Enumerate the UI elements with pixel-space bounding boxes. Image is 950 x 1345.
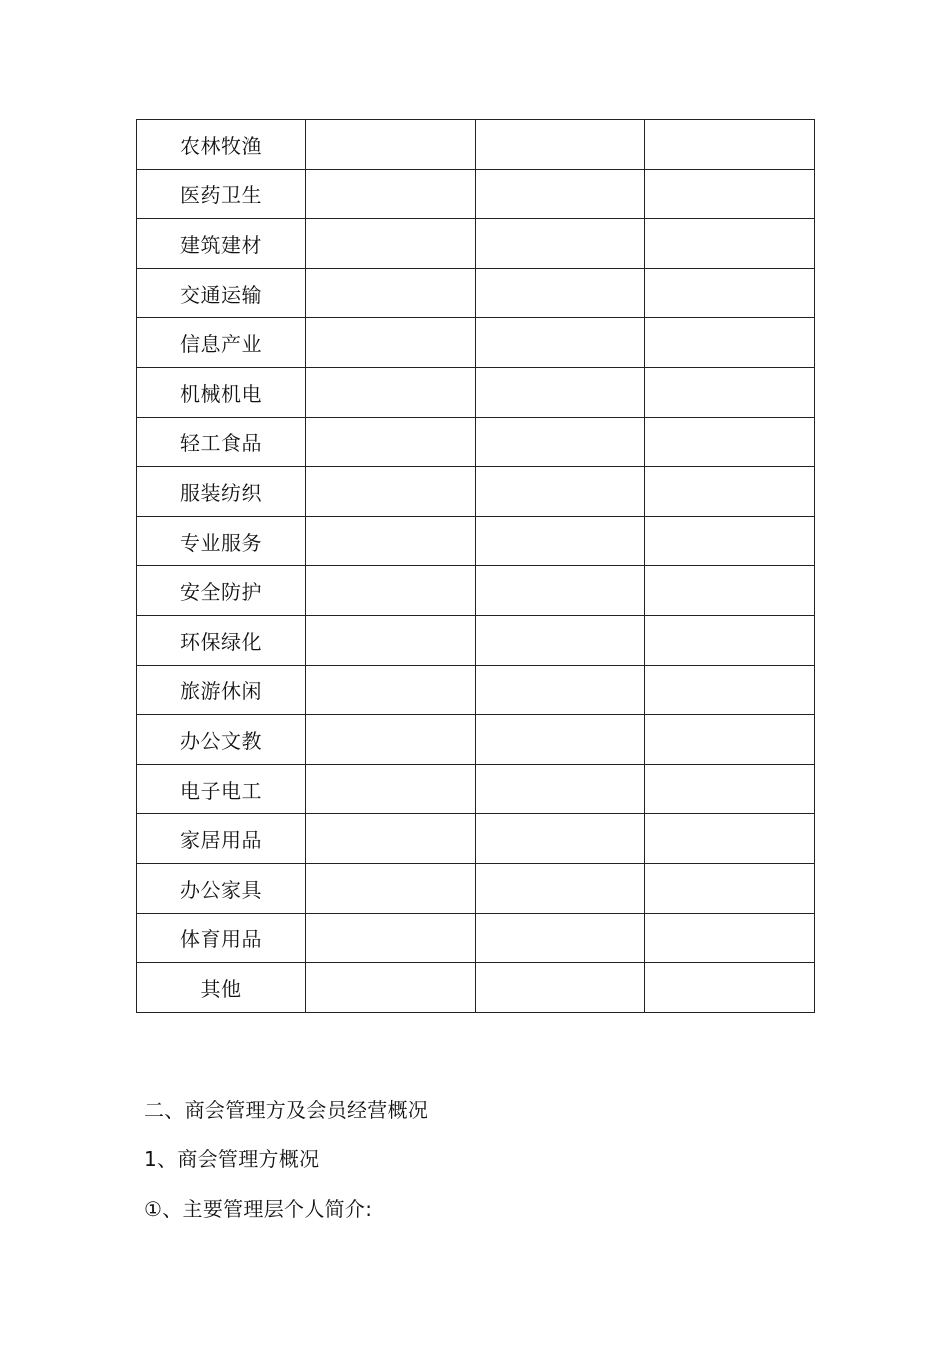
table-row <box>137 963 815 1013</box>
blank-cell <box>306 566 476 616</box>
table-row <box>137 615 815 665</box>
table-row <box>137 417 815 467</box>
blank-cell <box>645 566 815 616</box>
blank-cell <box>475 268 645 318</box>
blank-cell <box>475 318 645 368</box>
industry-label-cell: 信息产业 <box>137 318 306 368</box>
blank-cell <box>475 367 645 417</box>
blank-cell <box>475 863 645 913</box>
blank-cell <box>645 615 815 665</box>
table-row <box>137 219 815 269</box>
blank-cell <box>306 715 476 765</box>
industry-label-cell: 医药卫生 <box>137 169 306 219</box>
blank-cell <box>645 169 815 219</box>
table-row <box>137 913 815 963</box>
blank-cell <box>475 764 645 814</box>
industry-label-cell: 安全防护 <box>137 566 306 616</box>
blank-cell <box>475 963 645 1013</box>
blank-cell <box>306 467 476 517</box>
industry-table-body <box>137 120 815 1013</box>
blank-cell <box>645 318 815 368</box>
blank-cell <box>306 268 476 318</box>
table-row <box>137 120 815 170</box>
blank-cell <box>306 367 476 417</box>
blank-cell <box>475 219 645 269</box>
blank-cell <box>306 120 476 170</box>
blank-cell <box>306 863 476 913</box>
industry-label-cell: 机械机电 <box>137 367 306 417</box>
section-item: ①、主要管理层个人简介: <box>144 1197 373 1221</box>
industry-label-cell: 轻工食品 <box>137 417 306 467</box>
industry-label-cell: 电子电工 <box>137 764 306 814</box>
blank-cell <box>475 417 645 467</box>
industry-label-cell: 交通运输 <box>137 268 306 318</box>
blank-cell <box>645 963 815 1013</box>
blank-cell <box>475 615 645 665</box>
industry-label-cell: 建筑建材 <box>137 219 306 269</box>
table-row <box>137 318 815 368</box>
table-row <box>137 665 815 715</box>
blank-cell <box>475 913 645 963</box>
table-row <box>137 169 815 219</box>
industry-label-cell: 旅游休闲 <box>137 665 306 715</box>
blank-cell <box>306 615 476 665</box>
blank-cell <box>475 715 645 765</box>
table-row <box>137 764 815 814</box>
industry-label-cell: 服装纺织 <box>137 467 306 517</box>
blank-cell <box>306 913 476 963</box>
table-row <box>137 863 815 913</box>
table-row <box>137 467 815 517</box>
blank-cell <box>306 963 476 1013</box>
blank-cell <box>475 814 645 864</box>
blank-cell <box>645 814 815 864</box>
blank-cell <box>645 764 815 814</box>
industry-label-cell: 体育用品 <box>137 913 306 963</box>
industry-label-cell: 其他 <box>137 963 306 1013</box>
blank-cell <box>306 169 476 219</box>
blank-cell <box>645 417 815 467</box>
blank-cell <box>306 318 476 368</box>
blank-cell <box>475 467 645 517</box>
industry-label-cell: 环保绿化 <box>137 615 306 665</box>
blank-cell <box>645 715 815 765</box>
blank-cell <box>645 467 815 517</box>
section-heading: 二、商会管理方及会员经营概况 <box>144 1098 429 1122</box>
blank-cell <box>645 268 815 318</box>
blank-cell <box>475 665 645 715</box>
section-subheading: 1、商会管理方概况 <box>144 1147 320 1171</box>
blank-cell <box>645 516 815 566</box>
blank-cell <box>306 814 476 864</box>
blank-cell <box>645 913 815 963</box>
table-row <box>137 268 815 318</box>
blank-cell <box>306 764 476 814</box>
blank-cell <box>306 219 476 269</box>
blank-cell <box>306 417 476 467</box>
industry-table <box>136 119 815 1013</box>
table-row <box>137 367 815 417</box>
table-row <box>137 516 815 566</box>
blank-cell <box>475 516 645 566</box>
industry-label-cell: 农林牧渔 <box>137 120 306 170</box>
blank-cell <box>475 120 645 170</box>
industry-label-cell: 家居用品 <box>137 814 306 864</box>
blank-cell <box>645 120 815 170</box>
blank-cell <box>645 863 815 913</box>
industry-label-cell: 办公文教 <box>137 715 306 765</box>
blank-cell <box>306 665 476 715</box>
blank-cell <box>306 516 476 566</box>
blank-cell <box>475 169 645 219</box>
blank-cell <box>645 367 815 417</box>
industry-label-cell: 办公家具 <box>137 863 306 913</box>
table-row <box>137 814 815 864</box>
table-row <box>137 566 815 616</box>
table-row <box>137 715 815 765</box>
industry-label-cell: 专业服务 <box>137 516 306 566</box>
blank-cell <box>645 219 815 269</box>
blank-cell <box>475 566 645 616</box>
blank-cell <box>645 665 815 715</box>
